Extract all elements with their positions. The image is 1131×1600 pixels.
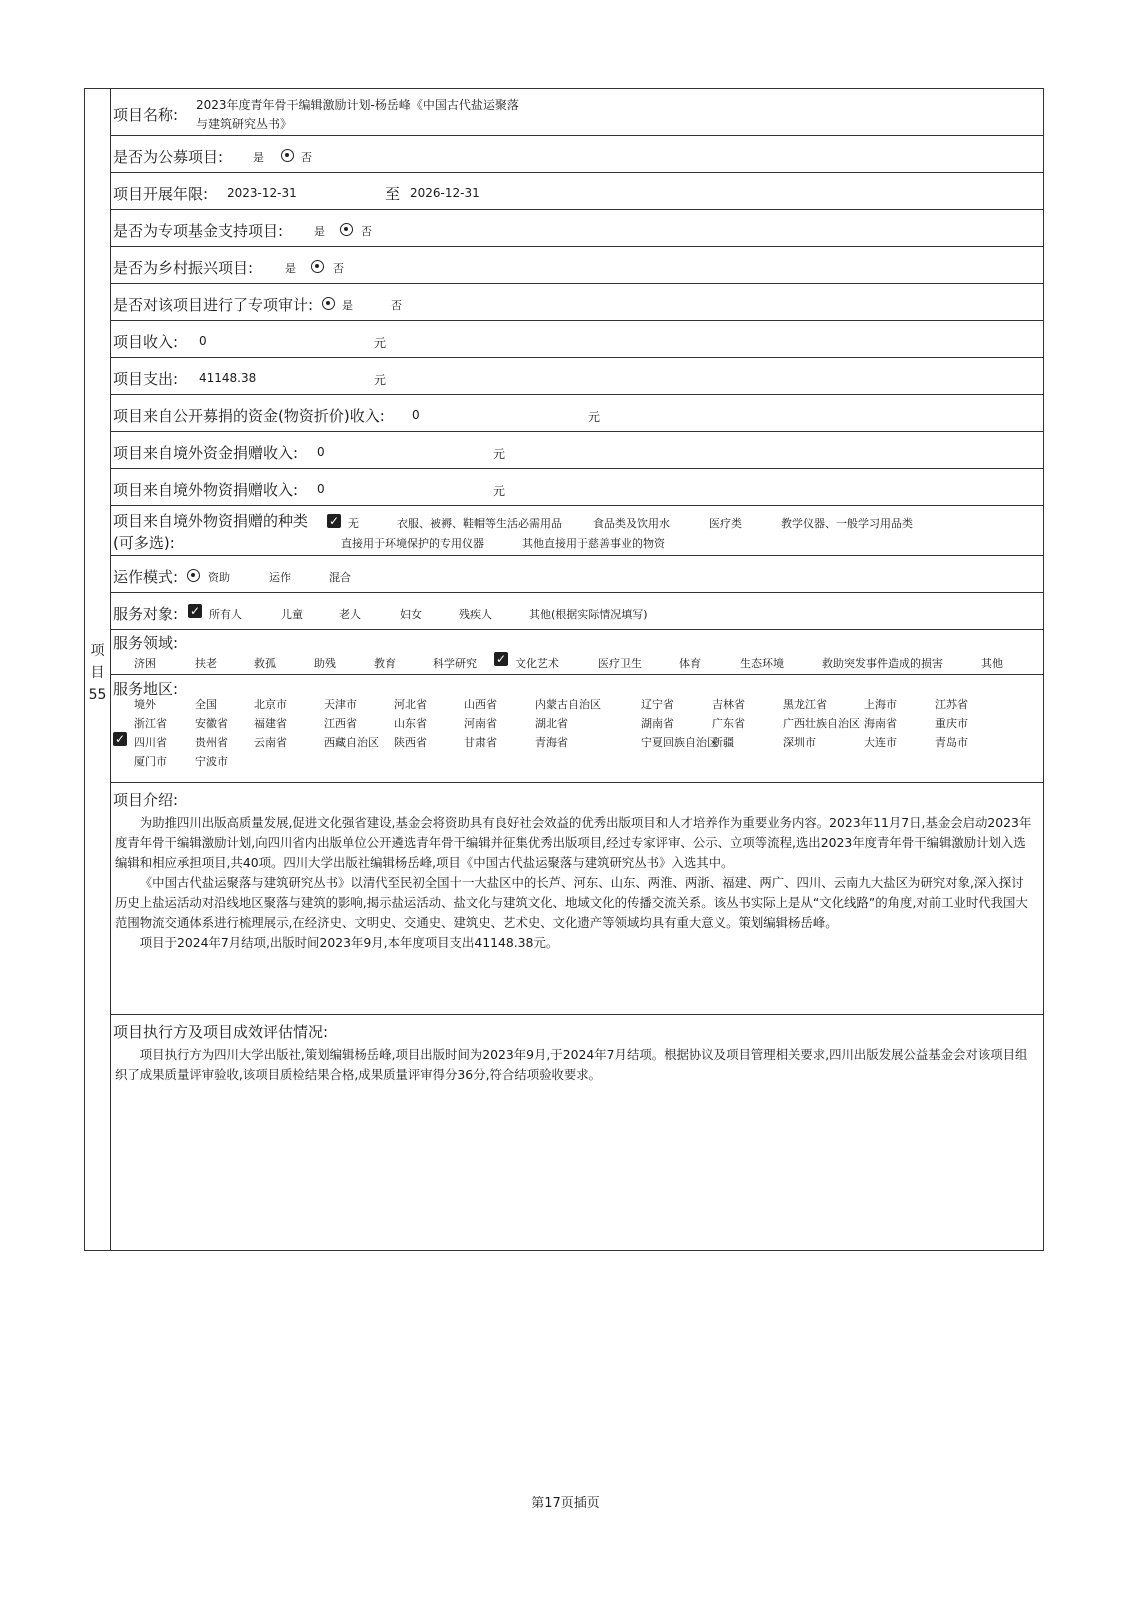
- operation-label: 运作模式:: [113, 568, 179, 586]
- side-label-number: 55: [88, 687, 107, 703]
- service-target-all-checkbox[interactable]: ✓: [189, 604, 201, 618]
- service-region-checkbox[interactable]: ✓: [114, 732, 126, 746]
- audit-label: 是否对该项目进行了专项审计:: [113, 296, 314, 314]
- expense-unit: 元: [374, 373, 387, 387]
- special-fund-label: 是否为专项基金支持项目:: [113, 222, 284, 240]
- goods-type-option[interactable]: 直接用于环境保护的专用仪器: [341, 537, 484, 550]
- service-field-option[interactable]: 体育: [679, 657, 701, 670]
- service-region-option[interactable]: 福建省: [254, 717, 287, 730]
- service-field-option[interactable]: 扶老: [195, 657, 217, 670]
- service-field-option[interactable]: 科学研究: [433, 657, 477, 670]
- service-region-option[interactable]: 甘肃省: [464, 736, 497, 749]
- goods-type-option[interactable]: 教学仪器、一般学习用品类: [781, 517, 913, 530]
- service-target-option[interactable]: 其他(根据实际情况填写): [529, 608, 648, 621]
- foreign-goods-unit: 元: [493, 484, 506, 498]
- row-income: [111, 321, 1044, 358]
- goods-type-option[interactable]: 衣服、被褥、鞋帽等生活必需用品: [397, 517, 562, 530]
- income-value: 0: [199, 334, 207, 348]
- service-region-option[interactable]: 江苏省: [935, 698, 968, 711]
- service-region-option[interactable]: 北京市: [254, 698, 287, 711]
- income-unit: 元: [374, 336, 387, 350]
- duration-start: 2023-12-31: [227, 186, 297, 200]
- service-region-option[interactable]: 宁波市: [195, 755, 228, 768]
- service-region-option[interactable]: 辽宁省: [641, 698, 674, 711]
- evaluation-label: 项目执行方及项目成效评估情况:: [113, 1023, 329, 1041]
- operation-option[interactable]: 混合: [329, 571, 351, 584]
- row-foreign-fund: [111, 432, 1044, 469]
- service-target-option[interactable]: 老人: [339, 608, 361, 621]
- service-region-option[interactable]: 贵州省: [195, 736, 228, 749]
- intro-paragraph-2: 《中国古代盐运聚落与建筑研究丛书》以清代至民初全国十一大盐区中的长芦、河东、山东、两淮、两浙、福建、两广、四川、云南九大盐区为研究对象,深入探讨历史上盐运活动对沿线地区聚落与建筑的影响,揭示盐运活动、盐文化与建筑文化、地域文化的传播交流关系。该丛书实际上是从“文化线路”的角度,对前工业时代我国大范围物流交通体系进行梳理展示,在经济史、文明史、交通史、建筑史、艺术史、文化遗产等领域均具有重大意义。策划编辑杨岳峰。: [115, 875, 1028, 930]
- service-region-option[interactable]: 浙江省: [134, 717, 167, 730]
- service-field-label: 服务领域:: [113, 634, 179, 652]
- rural-label: 是否为乡村振兴项目:: [113, 259, 254, 277]
- project-number-label: [84, 640, 111, 706]
- evaluation-paragraph: 项目执行方为四川大学出版社,策划编辑杨岳峰,项目出版时间为2023年9月,于2024年7月结项。根据协议及项目管理相关要求,四川出版发展公益基金会对该项目组织了成果质量评审验收,该项目质检结果合格,成果质量评审得分36分,符合结项验收要求。: [115, 1047, 1028, 1082]
- income-label: 项目收入:: [113, 333, 179, 351]
- service-region-option[interactable]: 境外: [134, 698, 156, 711]
- intro-paragraph-1: 为助推四川出版高质量发展,促进文化强省建设,基金会将资助具有良好社会效益的优秀出版项目和人才培养作为重要业务内容。2023年11月7日,基金会启动2023年度青年骨干编辑激励计划,向四川省内出版单位公开遴选青年骨干编辑并征集优秀出版项目,经过专家评审、公示、立项等流程,选出2023年度青年骨干编辑激励计划入选编辑和相应承担项目,共40项。四川大学出版社编辑杨岳峰,项目《中国古代盐运聚落与建筑研究丛书》入选其中。: [115, 815, 1032, 870]
- row-public-fundraising: [111, 136, 1044, 173]
- goods-type-option[interactable]: 食品类及饮用水: [593, 517, 670, 530]
- row-intro: [111, 783, 1044, 1015]
- rural-no-option[interactable]: 否: [333, 262, 344, 275]
- service-region-option[interactable]: 湖北省: [535, 717, 568, 730]
- foreign-fund-value: 0: [317, 445, 325, 459]
- special-fund-yes-option[interactable]: 是: [314, 225, 325, 238]
- service-region-option[interactable]: 河北省: [394, 698, 427, 711]
- row-foreign-goods: [111, 469, 1044, 506]
- service-field-option[interactable]: 救孤: [254, 657, 276, 670]
- intro-paragraph-3: 项目于2024年7月结项,出版时间2023年9月,本年度项目支出41148.38元。: [139, 935, 559, 950]
- service-region-option[interactable]: 吉林省: [712, 698, 745, 711]
- row-rural: [111, 247, 1044, 284]
- side-label-char-2: 目: [90, 665, 105, 681]
- row-evaluation: [111, 1015, 1044, 1251]
- service-region-option[interactable]: 山西省: [464, 698, 497, 711]
- goods-type-option[interactable]: 医疗类: [709, 517, 742, 530]
- row-special-fund: [111, 210, 1044, 247]
- service-region-option[interactable]: 海南省: [864, 717, 897, 730]
- service-region-option[interactable]: 西藏自治区: [324, 736, 379, 749]
- audit-no-option[interactable]: 否: [391, 299, 402, 312]
- service-region-option[interactable]: 青岛市: [935, 736, 968, 749]
- service-field-option[interactable]: 教育: [374, 657, 396, 670]
- row-expense: [111, 358, 1044, 395]
- service-region-option[interactable]: 四川省: [134, 736, 167, 749]
- side-label-char-1: 项: [90, 643, 105, 659]
- service-region-option[interactable]: 湖南省: [641, 717, 674, 730]
- intro-label: 项目介绍:: [113, 791, 179, 809]
- row-service-field: [111, 630, 1044, 675]
- goods-type-option[interactable]: 其他直接用于慈善事业的物资: [522, 537, 665, 550]
- project-name-value-line1: 2023年度青年骨干编辑激励计划-杨岳峰《中国古代盐运聚落: [196, 98, 519, 112]
- duration-end: 2026-12-31: [410, 186, 480, 200]
- expense-value: 41148.38: [199, 371, 257, 385]
- service-field-option[interactable]: 其他: [981, 657, 1003, 670]
- public-fundraising-no-option[interactable]: 否: [301, 151, 312, 164]
- service-region-option[interactable]: 山东省: [394, 717, 427, 730]
- service-region-option[interactable]: 内蒙古自治区: [535, 698, 601, 711]
- service-region-option[interactable]: 上海市: [864, 698, 897, 711]
- row-audit: [111, 284, 1044, 321]
- special-fund-no-radio-selected[interactable]: [340, 223, 353, 236]
- service-region-option[interactable]: 大连市: [864, 736, 897, 749]
- project-name-label: 项目名称:: [113, 106, 179, 124]
- public-income-label: 项目来自公开募捐的资金(物资折价)收入:: [113, 407, 385, 425]
- expense-label: 项目支出:: [113, 370, 179, 388]
- row-operation: [111, 556, 1044, 593]
- service-field-option[interactable]: 医疗卫生: [598, 657, 642, 670]
- operation-option[interactable]: 运作: [269, 571, 291, 584]
- project-name-value-line2: 与建筑研究丛书》: [196, 117, 293, 131]
- service-region-option[interactable]: 重庆市: [935, 717, 968, 730]
- row-duration: [111, 173, 1044, 210]
- foreign-fund-label: 项目来自境外资金捐赠收入:: [113, 444, 299, 462]
- foreign-fund-unit: 元: [493, 447, 506, 461]
- service-field-option[interactable]: 济困: [134, 657, 156, 670]
- service-region-option[interactable]: 陕西省: [394, 736, 427, 749]
- special-fund-no-option[interactable]: 否: [361, 225, 372, 238]
- foreign-goods-label: 项目来自境外物资捐赠收入:: [113, 481, 299, 499]
- service-region-option[interactable]: 全国: [195, 698, 217, 711]
- operation-fund-radio-selected[interactable]: [187, 569, 200, 582]
- service-target-option[interactable]: 妇女: [400, 608, 422, 621]
- public-income-value: 0: [412, 408, 420, 422]
- service-region-option[interactable]: 厦门市: [134, 755, 167, 768]
- service-target-label: 服务对象:: [113, 605, 179, 623]
- service-region-option[interactable]: 河南省: [464, 717, 497, 730]
- audit-yes-option[interactable]: 是: [342, 299, 353, 312]
- service-field-option[interactable]: 文化艺术: [515, 657, 559, 670]
- service-region-option[interactable]: 安徽省: [195, 717, 228, 730]
- service-region-label: 服务地区:: [113, 680, 179, 698]
- duration-to: 至: [385, 185, 401, 203]
- public-fundraising-yes-option[interactable]: 是: [253, 151, 264, 164]
- service-field-culture-checkbox[interactable]: ✓: [495, 652, 507, 666]
- service-region-option[interactable]: 云南省: [254, 736, 287, 749]
- service-region-option[interactable]: 江西省: [324, 717, 357, 730]
- service-region-option[interactable]: 新疆: [712, 736, 734, 749]
- goods-type-none-checkbox[interactable]: ✓: [328, 514, 340, 528]
- rural-yes-option[interactable]: 是: [285, 262, 296, 275]
- service-region-option[interactable]: 广西壮族自治区: [783, 717, 860, 730]
- service-field-option[interactable]: 生态环境: [740, 657, 784, 670]
- service-field-option[interactable]: 救助突发事件造成的损害: [822, 657, 943, 670]
- service-target-option[interactable]: 所有人: [209, 608, 242, 621]
- service-region-option[interactable]: 广东省: [712, 717, 745, 730]
- service-region-option[interactable]: 黑龙江省: [783, 698, 827, 711]
- row-service-target: [111, 593, 1044, 630]
- goods-type-option[interactable]: 无: [348, 517, 359, 530]
- rural-no-radio-selected[interactable]: [311, 260, 324, 273]
- service-region-option[interactable]: 深圳市: [783, 736, 816, 749]
- public-income-unit: 元: [588, 410, 601, 424]
- foreign-goods-value: 0: [317, 482, 325, 496]
- operation-option[interactable]: 资助: [208, 571, 230, 584]
- service-target-option[interactable]: 残疾人: [459, 608, 492, 621]
- row-goods-type: [111, 506, 1044, 556]
- service-target-option[interactable]: 儿童: [281, 608, 303, 621]
- goods-type-label-line2: (可多选):: [113, 534, 175, 552]
- duration-label: 项目开展年限:: [113, 185, 209, 203]
- public-fundraising-label: 是否为公募项目:: [113, 148, 224, 166]
- row-public-income: [111, 395, 1044, 432]
- row-project-name: [111, 88, 1044, 136]
- service-region-option[interactable]: 天津市: [324, 698, 357, 711]
- row-service-region: [111, 675, 1044, 783]
- public-fundraising-no-radio-selected[interactable]: [281, 149, 294, 162]
- goods-type-label-line1: 项目来自境外物资捐赠的种类: [113, 512, 309, 530]
- audit-yes-radio-selected[interactable]: [322, 297, 335, 310]
- page-footer: 第17页插页: [531, 1496, 600, 1511]
- service-field-option[interactable]: 助残: [314, 657, 336, 670]
- service-region-option[interactable]: 青海省: [535, 736, 568, 749]
- service-region-option[interactable]: 宁夏回族自治区: [641, 736, 718, 749]
